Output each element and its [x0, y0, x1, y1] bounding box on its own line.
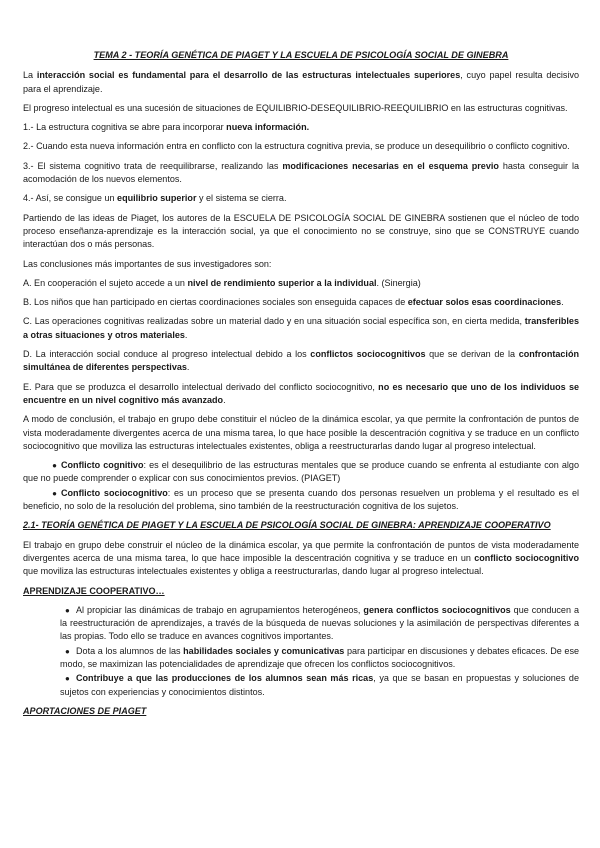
- text: que se derivan de la: [425, 349, 519, 360]
- bold-text: nueva información.: [226, 122, 310, 133]
- bold-text: modificaciones necesarias en el esquema previo: [282, 160, 499, 171]
- document-title: TEMA 2 - TEORÍA GENÉTICA DE PIAGET Y LA ESCUELA DE PSICOLOGÍA SOCIAL DE GINEBRA: [93, 50, 509, 60]
- paragraph-progreso-intelectual: El progreso intelectual es una sucesión de situaciones de EQUILIBRIO-DESEQUILIBRIO-REEQUILIBRIO en las estructuras cognitivas.: [23, 102, 568, 113]
- bold-text: confrontación simultánea de diferentes perspectivas: [23, 349, 579, 373]
- text: , ya que se basan en propuestas y soluciones de sujetos con experiencias y conocimientos distintos.: [60, 673, 579, 697]
- text: que moviliza las estructuras intelectuales existentes y obliga a reestructurarlas, dando lugar al progreso intelectual.: [23, 566, 484, 577]
- bold-text: transferibles a otras situaciones y otros materiales: [23, 316, 579, 340]
- text: 3.- El sistema cognitivo trata de reequilibrarse, realizando las: [23, 160, 283, 171]
- text: D. La interacción social conduce al progreso intelectual debido a los: [23, 349, 311, 360]
- bullet-icon: ●: [65, 646, 70, 656]
- text: 1.- La estructura cognitiva se abre para incorporar: [23, 122, 227, 133]
- text: C. Las operaciones cognitivas realizadas sobre un material dado y en una situación social específica son, en cierta medida,: [23, 316, 525, 327]
- list-item: [23, 645, 579, 672]
- paragraph-trabajo-grupo: [23, 539, 579, 579]
- bullet-icon: ●: [52, 461, 57, 471]
- bold-text: Contribuye a que las producciones de los alumnos sean más ricas: [76, 673, 374, 684]
- text: 4.- Así, se consigue un: [23, 193, 118, 204]
- text: B. Los niños que han participado en ciertas coordinaciones sociales son enseguida capaces de: [23, 297, 408, 308]
- text: A. En cooperación el sujeto accede a un: [23, 277, 188, 288]
- text: , cuyo papel resulta decisivo para el aprendizaje.: [23, 70, 580, 94]
- bold-text: conflicto sociocognitivo: [474, 552, 579, 563]
- text: : es el desequilibrio de las estructuras mentales que se produce cuando se enfrenta al estudiante con algo que no puede comprender o explicar con sus conocimientos previos. (PIAGET): [23, 460, 579, 484]
- bold-text: efectuar solos esas coordinaciones: [407, 297, 562, 308]
- conclusion-b: [23, 296, 579, 309]
- bold-text: genera conflictos sociocognitivos: [363, 604, 511, 615]
- text: El trabajo en grupo debe construir el núcleo de la dinámica escolar, ya que permite la confrontación de puntos de vista moderadamente divergentes acerca de una misma tarea, lo que hace imposible la descentración cognitiva y se traduce en un: [23, 539, 579, 563]
- text: .: [223, 394, 226, 405]
- bold-text: no es necesario que uno de los individuos se encuentre en un nivel cognitivo más avanzado: [23, 381, 580, 405]
- paragraph-escuela-ginebra: Partiendo de las ideas de Piaget, los autores de la ESCUELA DE PSICOLOGÍA SOCIAL DE GINEBRA sostienen que el núcleo de todo proceso enseñanza-aprendizaje es la interacción social, ya que el conocimiento no se construye, sino que se CONSTRUYE cuando interactúan dos o más personas.: [23, 212, 579, 250]
- list-item: [23, 459, 579, 486]
- conclusion-a: [23, 277, 579, 290]
- conclusion-e: [23, 381, 579, 408]
- step-4: [23, 192, 579, 205]
- text: E. Para que se produzca el desarrollo intelectual derivado del conflicto sociocognitivo,: [23, 381, 379, 392]
- text: : es un proceso que se presenta cuando dos personas resuelven un problema y el resultado es el beneficio, no solo de la resolución del problema, sino también de la reestructuración cognitiva de los sujetos.: [23, 487, 579, 512]
- step-1: [23, 121, 579, 134]
- bold-text: conflictos sociocognitivos: [310, 349, 426, 360]
- text: La: [23, 70, 37, 81]
- text: hasta conseguir la acomodación de los nuevos elementos.: [23, 160, 580, 185]
- bullet-icon: ●: [52, 488, 57, 498]
- step-3: [23, 160, 579, 187]
- bold-text: habilidades sociales y comunicativas: [183, 645, 345, 656]
- bullet-icon: ●: [65, 605, 70, 615]
- list-item: [23, 672, 579, 699]
- paragraph-conclusiones-intro: Las conclusiones más importantes de sus investigadores son:: [23, 258, 272, 269]
- text: .: [561, 297, 564, 308]
- bold-text: Conflicto sociocognitivo: [61, 487, 168, 498]
- text: y el sistema se cierra.: [196, 193, 287, 204]
- definitions-list: [23, 459, 579, 513]
- section-heading-2-1: 2.1- TEORÍA GENÉTICA DE PIAGET Y LA ESCUELA DE PSICOLOGÍA SOCIAL DE GINEBRA: APRENDIZAJE COOPERATIVO: [23, 520, 551, 531]
- bold-text: equilibrio superior: [117, 193, 197, 204]
- list-item: [23, 604, 579, 644]
- bold-text: nivel de rendimiento superior a la individual: [187, 277, 377, 288]
- paragraph-modo-conclusion: A modo de conclusión, el trabajo en grupo debe constituir el núcleo de la dinámica escolar, ya que permite la confrontación de puntos de vista moderadamente divergentes acerca de una misma tarea, lo que hace posible la descentración cognitiva y se traduce en un conflicto sociocognitivo que moviliza las estructuras intelectuales existentes, obliga a reestructurarlas dando lugar al progreso intelectual.: [23, 414, 579, 451]
- text: . (Sinergia): [376, 277, 421, 288]
- bullet-icon: ●: [65, 674, 70, 684]
- bold-text: Conflicto cognitivo: [61, 460, 144, 471]
- text: para participar en discusiones y debates eficaces. De ese modo, se maximizan las potencialidades de aprendizaje que ofrecen los conflictos sociocognitivos.: [60, 645, 579, 669]
- bold-text: interacción social es fundamental para el desarrollo de las estructuras intelectuales superiores: [36, 70, 461, 81]
- cooperative-list: [23, 604, 579, 699]
- step-2: 2.- Cuando esta nueva información entra en conflicto con la estructura cognitiva previa, se produce un desequilibrio o conflicto cognitivo.: [23, 141, 570, 152]
- heading-aportaciones-piaget: APORTACIONES DE PIAGET: [23, 705, 147, 716]
- conclusion-d: [23, 348, 579, 375]
- conclusion-c: [23, 315, 579, 342]
- document-page: [23, 49, 579, 724]
- text: Al propiciar las dinámicas de trabajo en agrupamientos heterogéneos,: [76, 604, 364, 615]
- list-item: [23, 487, 579, 514]
- text: que conducen a la reestructuración de aprendizajes, a través de la búsqueda de nuevas soluciones y la asimilación de perspectivas diferentes a las propias. Todo ello se traduce en avances cognitivos importantes.: [60, 604, 580, 642]
- text: Dota a los alumnos de las: [76, 645, 184, 656]
- heading-aprendizaje-cooperativo: APRENDIZAJE COOPERATIVO…: [23, 585, 165, 596]
- text: .: [186, 362, 190, 373]
- text: .: [184, 329, 188, 340]
- paragraph-interaccion-social: [23, 69, 579, 96]
